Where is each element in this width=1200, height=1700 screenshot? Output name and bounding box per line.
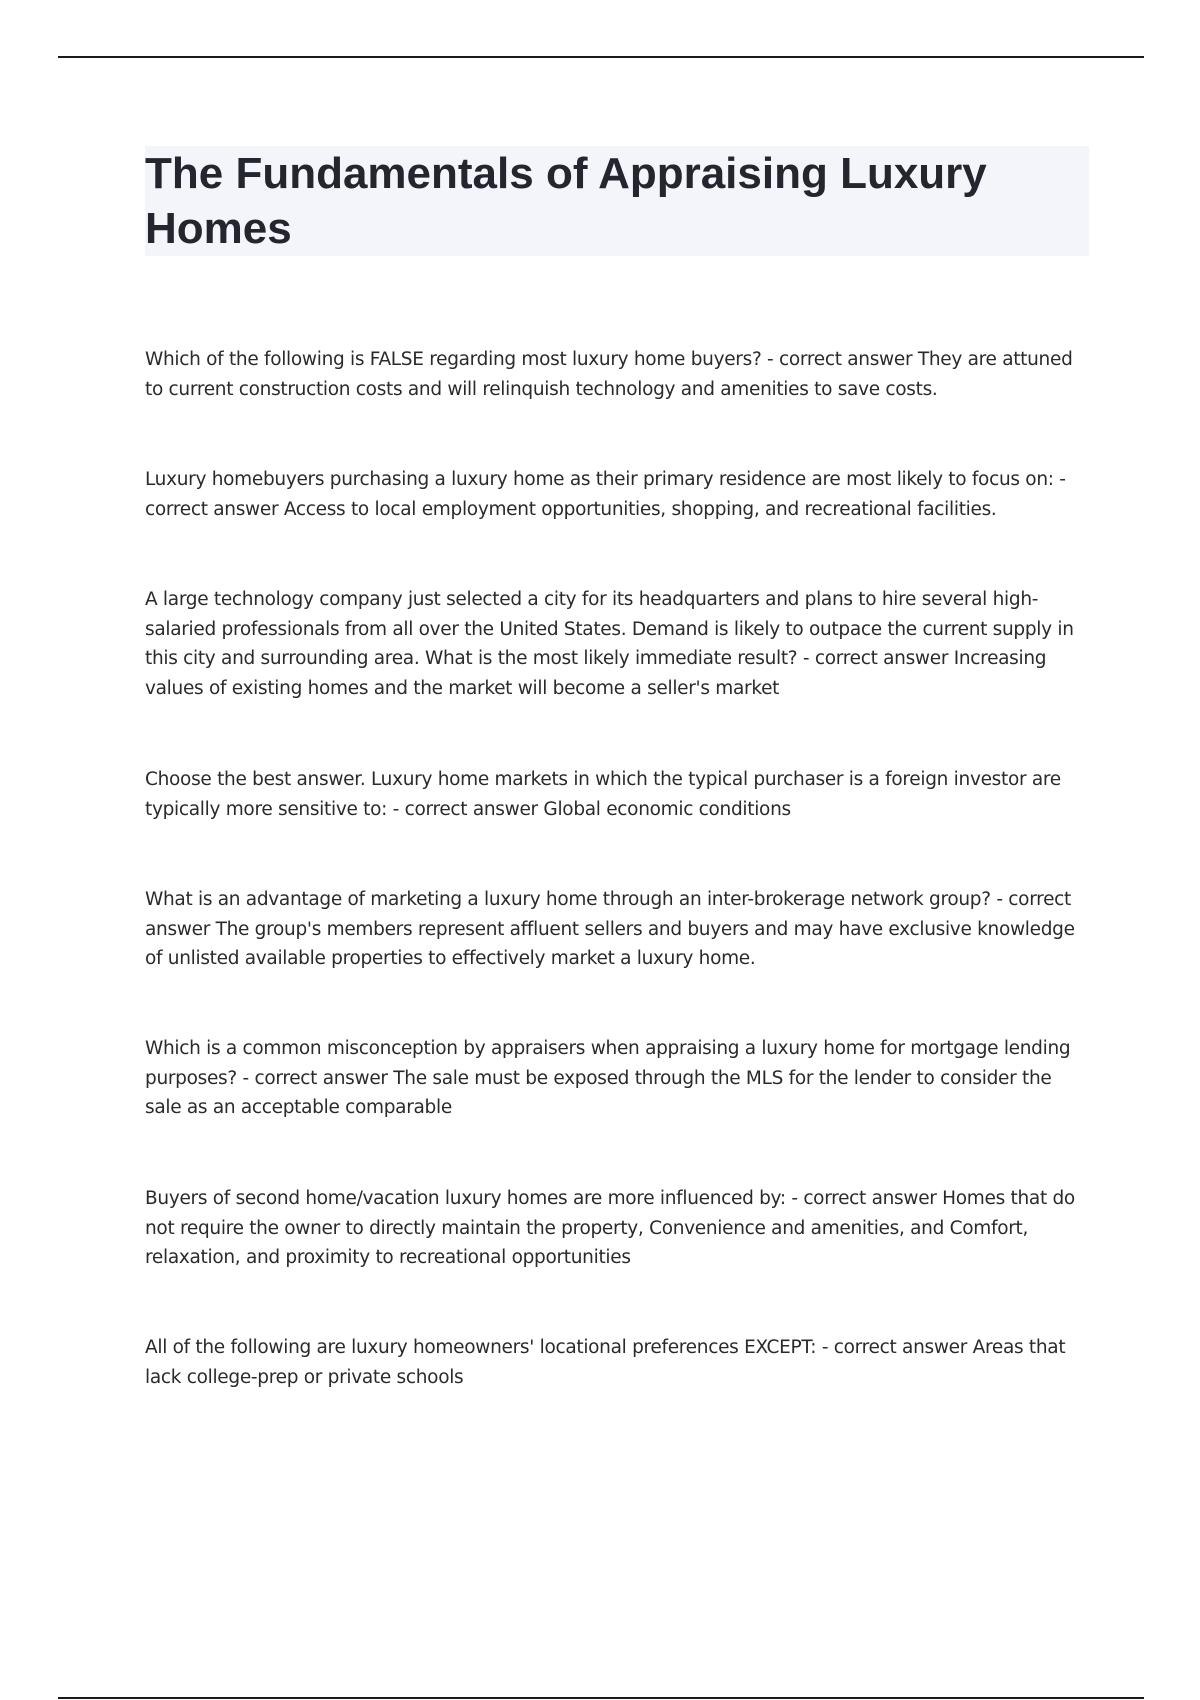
qa-item: Which is a common misconception by appraisers when appraising a luxury home for mortgage lending purposes? - correct answer The sale must be exposed through the MLS for the lender to consider the sale as an acceptable comparable [145,1038,1071,1118]
header-rule [58,56,1144,58]
qa-item: Choose the best answer. Luxury home markets in which the typical purchaser is a foreign investor are typically more sensitive to: - correct answer Global economic conditions [145,769,1061,820]
qa-item: What is an advantage of marketing a luxury home through an inter-brokerage network group? - correct answer The group's members represent affluent sellers and buyers and may have exclusive knowledge of unlisted available properties to effectively market a luxury home. [145,889,1075,969]
qa-item: A large technology company just selected a city for its headquarters and plans to hire several high-salaried professionals from all over the United States. Demand is likely to outpace the current supply in this city and surrounding area. What is the most likely immediate result? - correct answer Increasing values of existing homes and the market will become a seller's market [145,589,1074,699]
qa-item: Buyers of second home/vacation luxury homes are more influenced by: - correct answer Homes that do not require the owner to directly maintain the property, Convenience and amenities, and Comfort, relaxation, and proximity to recreational opportunities [145,1188,1075,1268]
qa-item: Luxury homebuyers purchasing a luxury home as their primary residence are most likely to focus on: - correct answer Access to local employment opportunities, shopping, and recreational facilities. [145,469,1066,520]
footer-rule [58,1697,1144,1699]
title-block [145,146,1089,256]
document-title: The Fundamentals of Appraising Luxury Homes [145,149,987,253]
qa-item: All of the following are luxury homeowners' locational preferences EXCEPT: - correct answer Areas that lack college-prep or private schools [145,1337,1066,1388]
qa-item: Which of the following is FALSE regarding most luxury home buyers? - correct answer They are attuned to current construction costs and will relinquish technology and amenities to save costs. [145,349,1073,400]
